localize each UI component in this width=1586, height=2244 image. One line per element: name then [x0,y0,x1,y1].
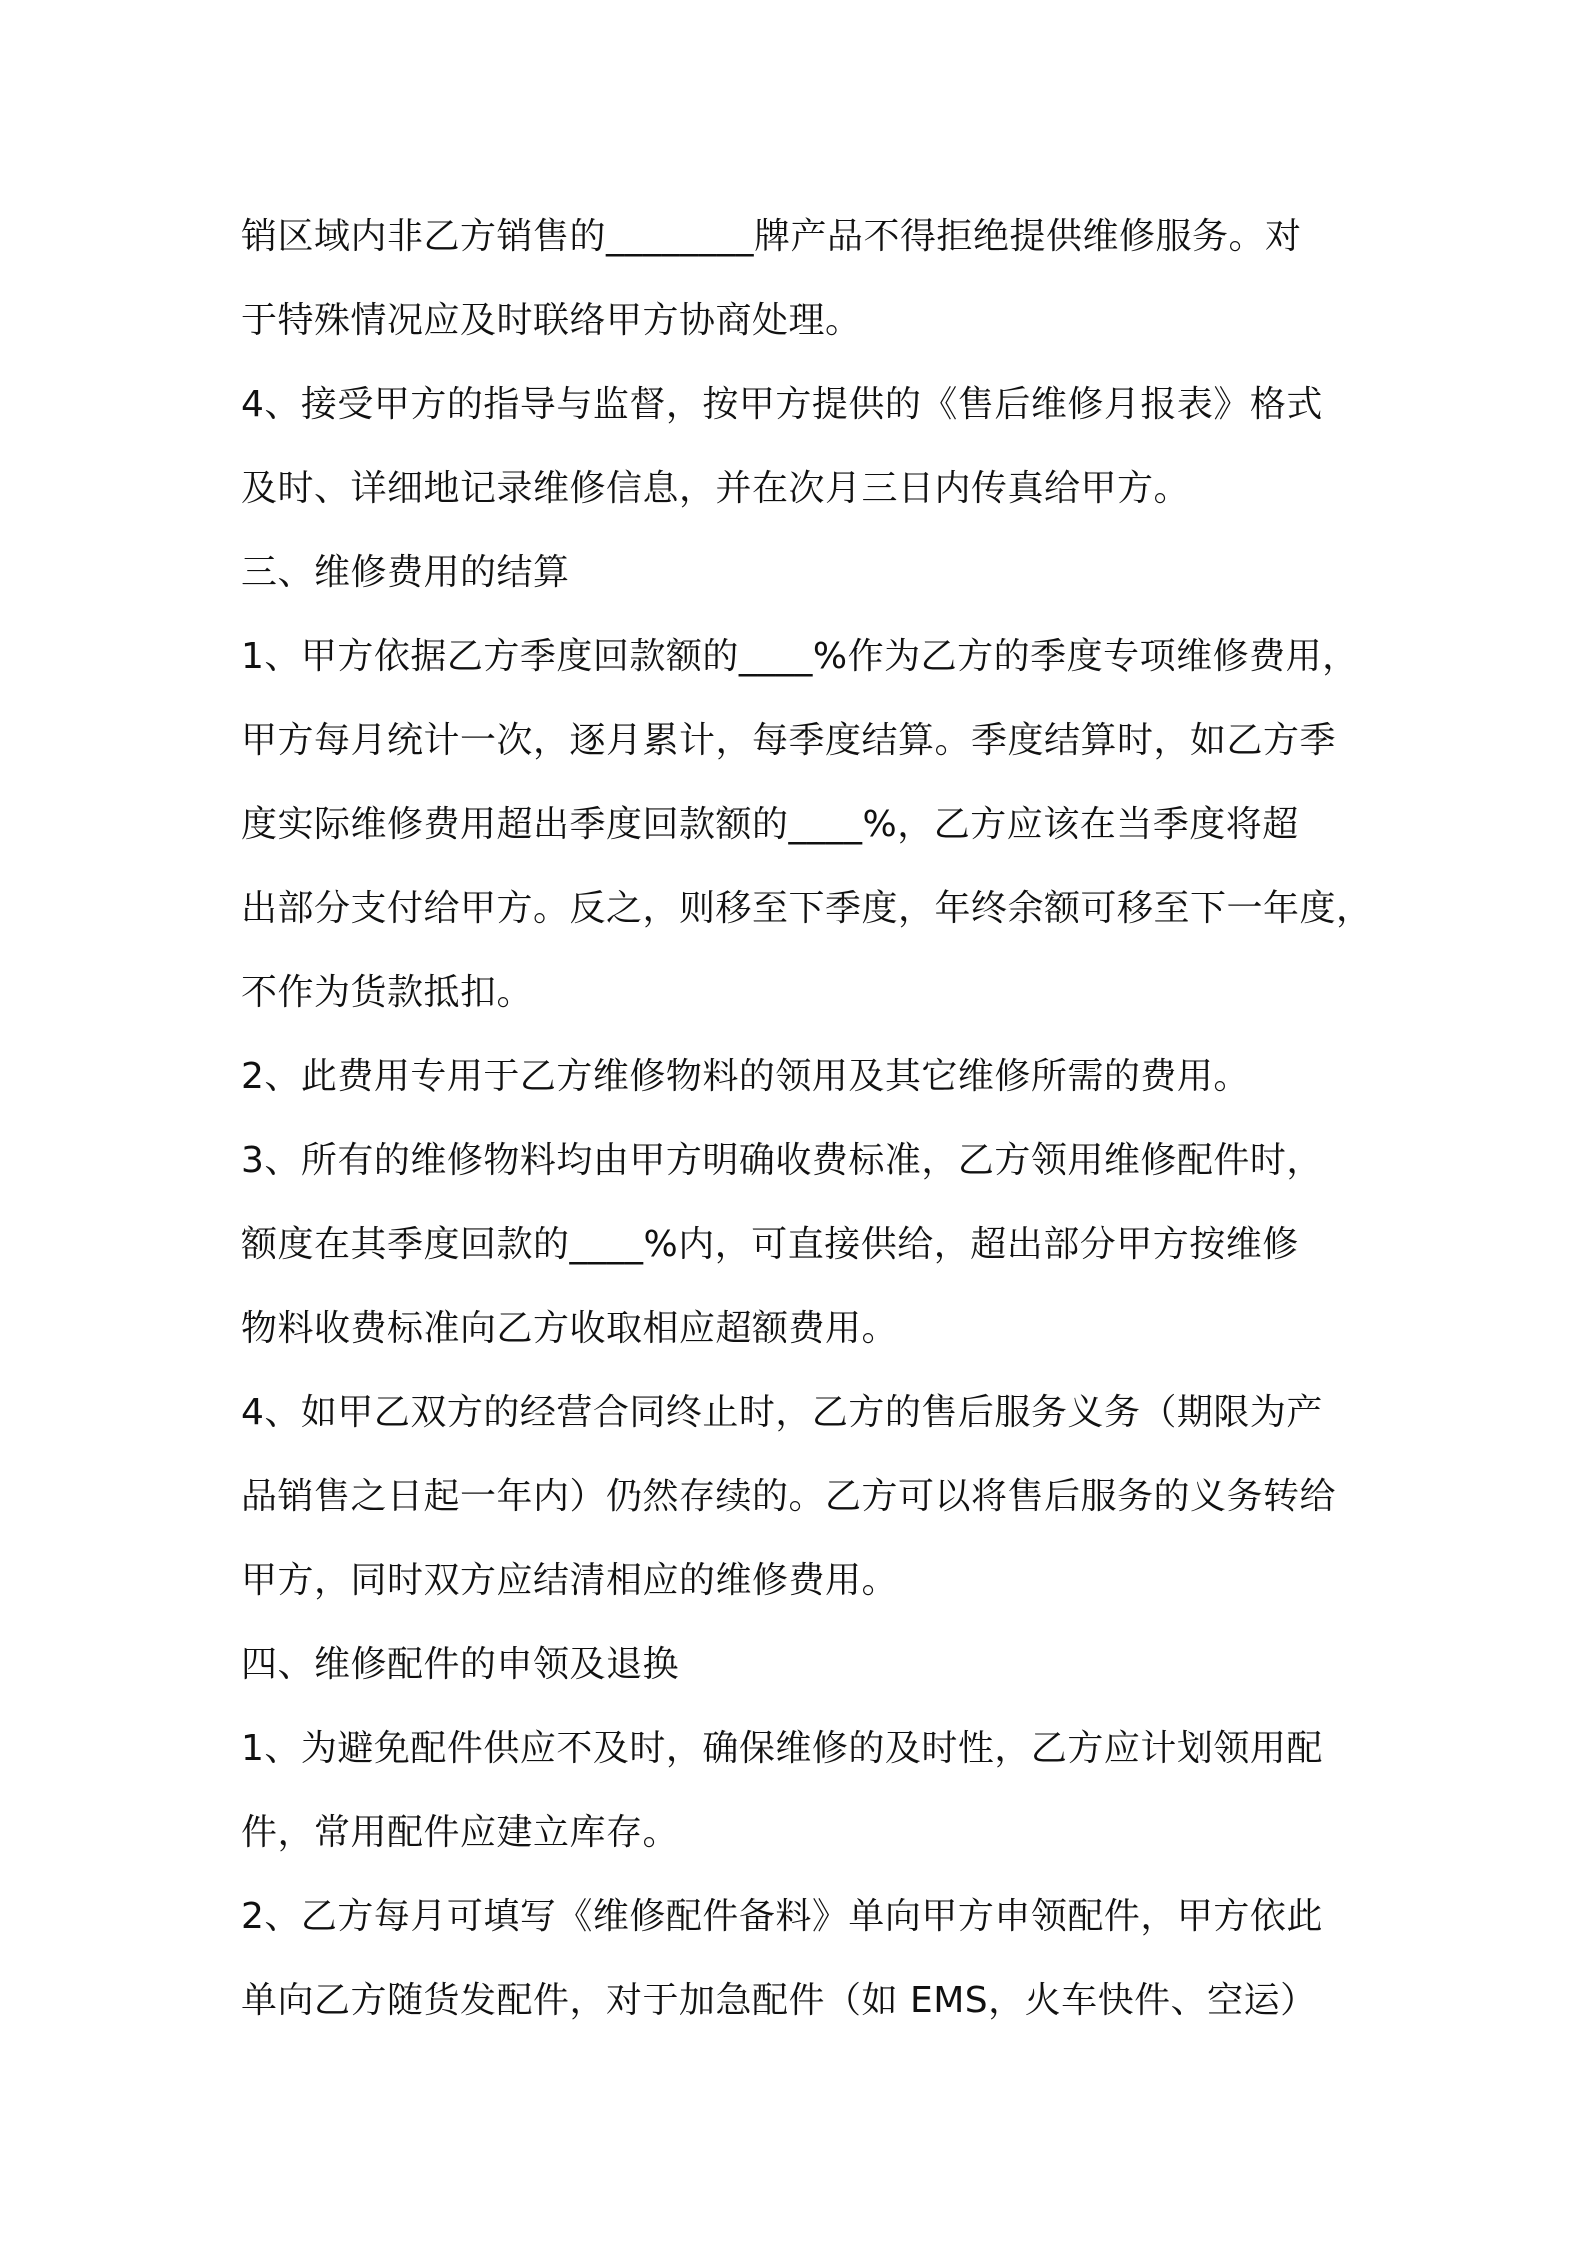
text-line: 及时、详细地记录维修信息，并在次月三日内传真给甲方。 [241,468,1191,509]
section-heading: 四、维修配件的申领及退换 [241,1644,680,1685]
text-line: 1、为避免配件供应不及时，确保维修的及时性，乙方应计划领用配 [241,1728,1323,1769]
document-body [241,195,1373,2043]
text-line: 额度在其季度回款的____%内，可直接供给，超出部分甲方按维修 [241,1224,1299,1265]
text-line: 甲方，同时双方应结清相应的维修费用。 [241,1560,899,1601]
text-line: 物料收费标准向乙方收取相应超额费用。 [241,1308,899,1349]
text-line: 单向乙方随货发配件，对于加急配件（如 EMS，火车快件、空运） [241,1980,1317,2021]
text-line: 2、此费用专用于乙方维修物料的领用及其它维修所需的费用。 [241,1056,1250,1097]
text-line: 度实际维修费用超出季度回款额的____%，乙方应该在当季度将超 [241,804,1299,845]
text-line: 于特殊情况应及时联络甲方协商处理。 [241,300,862,341]
text-line: 4、接受甲方的指导与监督，按甲方提供的《售后维修月报表》格式 [241,384,1323,425]
text-line: 销区域内非乙方销售的________牌产品不得拒绝提供维修服务。对 [241,216,1302,257]
section-heading: 三、维修费用的结算 [241,552,570,593]
text-line: 4、如甲乙双方的经营合同终止时，乙方的售后服务义务（期限为产 [241,1392,1323,1433]
text-line: 甲方每月统计一次，逐月累计，每季度结算。季度结算时，如乙方季 [241,720,1337,761]
text-line: 品销售之日起一年内）仍然存续的。乙方可以将售后服务的义务转给 [241,1476,1337,1517]
text-line: 出部分支付给甲方。反之，则移至下季度，年终余额可移至下一年度， [241,888,1373,929]
text-line: 1、甲方依据乙方季度回款额的____%作为乙方的季度专项维修费用， [241,636,1359,677]
text-line: 3、所有的维修物料均由甲方明确收费标准，乙方领用维修配件时， [241,1140,1323,1181]
text-line: 2、乙方每月可填写《维修配件备料》单向甲方申领配件，甲方依此 [241,1896,1323,1937]
text-line: 件，常用配件应建立库存。 [241,1812,680,1853]
text-line: 不作为货款抵扣。 [241,972,534,1013]
